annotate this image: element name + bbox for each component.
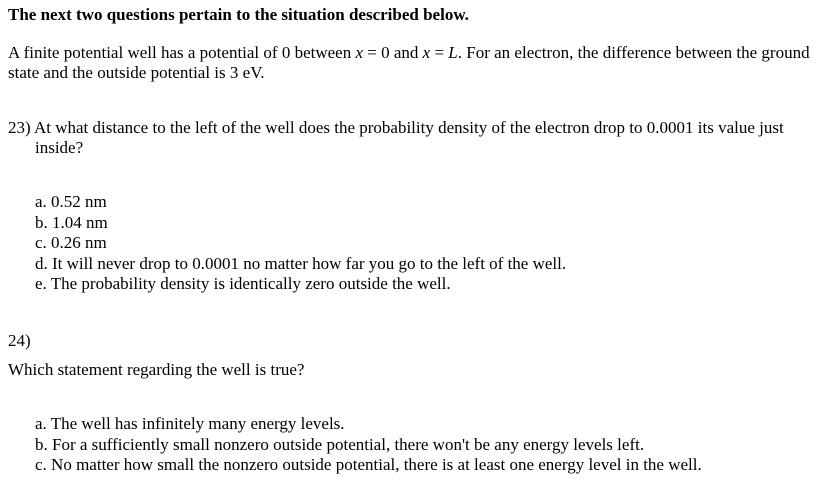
section-header: The next two questions pertain to the situation described below. bbox=[8, 5, 469, 24]
q24-option-b[interactable]: b. For a sufficiently small nonzero outside potential, there won't be any energy levels left. bbox=[35, 434, 645, 454]
intro-eq-1: = 0 and bbox=[363, 43, 423, 62]
math-x-2: x bbox=[422, 43, 431, 62]
intro-eq-2: = bbox=[430, 43, 449, 62]
intro-text-2: . For an electron, the difference between the ground state and the outside potential is 3 eV. bbox=[8, 43, 810, 82]
question-23-options bbox=[35, 192, 566, 295]
q23-option-e[interactable]: e. The probability density is identically zero outside the well. bbox=[35, 274, 451, 293]
q23-option-a[interactable]: a. 0.52 nm bbox=[35, 192, 107, 211]
intro-text-1: A finite potential well has a potential of 0 between bbox=[8, 43, 356, 62]
q24-option-c[interactable]: c. No matter how small the nonzero outside potential, there is at least one energy level in the well. bbox=[35, 455, 702, 474]
question-24-text: Which statement regarding the well is true? bbox=[8, 360, 305, 379]
q23-option-d[interactable]: d. It will never drop to 0.0001 no matter how far you go to the left of the well. bbox=[35, 253, 567, 273]
math-L: L bbox=[448, 43, 458, 62]
situation-description bbox=[8, 43, 814, 83]
q23-option-c[interactable]: c. 0.26 nm bbox=[35, 233, 107, 252]
question-23 bbox=[8, 118, 814, 158]
question-23-number: 23) bbox=[8, 118, 31, 137]
q24-option-a[interactable]: a. The well has infinitely many energy levels. bbox=[35, 414, 345, 433]
math-x-1: x bbox=[355, 43, 364, 62]
question-23-text: At what distance to the left of the well does the probability density of the electron drop to 0.0001 its value just inside? bbox=[33, 118, 784, 157]
question-24-number: 24) bbox=[8, 331, 31, 350]
question-24-options bbox=[35, 414, 702, 476]
q23-option-b[interactable]: b. 1.04 nm bbox=[35, 212, 108, 232]
